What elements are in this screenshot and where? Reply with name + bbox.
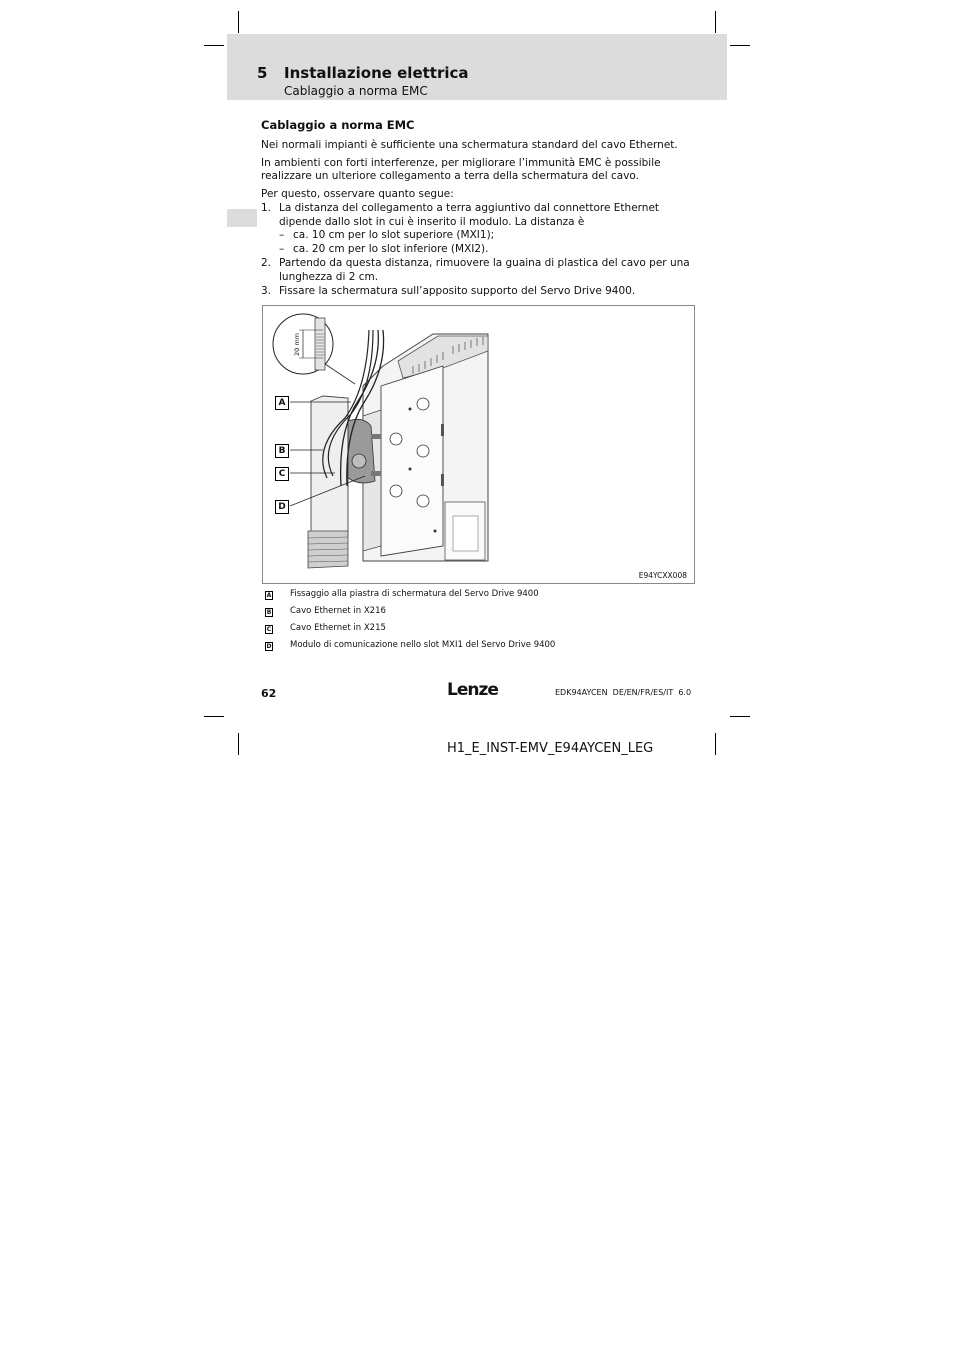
legend-key: B bbox=[266, 609, 272, 616]
step-list bbox=[261, 202, 701, 299]
sub-list bbox=[279, 229, 701, 256]
legend-text: Modulo di comunicazione nello slot MXI1 del Servo Drive 9400 bbox=[290, 640, 556, 650]
chapter-number: 5 bbox=[257, 64, 268, 82]
crop-mark bbox=[204, 716, 224, 717]
crop-mark bbox=[238, 11, 239, 33]
step-item bbox=[261, 257, 701, 284]
callout-b: B bbox=[275, 444, 289, 458]
chapter-subtitle: Cablaggio a norma EMC bbox=[284, 84, 428, 98]
sub-item: – ca. 10 cm per lo slot superiore (MXI1); bbox=[279, 229, 495, 241]
dimension-label: 20 mm bbox=[293, 332, 301, 356]
installation-figure bbox=[262, 305, 695, 584]
crop-mark bbox=[730, 45, 750, 46]
crop-mark bbox=[715, 733, 716, 755]
step-number: 3. bbox=[261, 285, 272, 297]
crop-mark bbox=[730, 716, 750, 717]
side-thumb-tab bbox=[227, 209, 257, 227]
paragraph: Per questo, osservare quanto segue: bbox=[261, 187, 454, 200]
callout-a: A bbox=[275, 396, 289, 410]
figure-id: E94YCXX008 bbox=[638, 571, 687, 580]
section-content bbox=[261, 118, 701, 300]
legend-key: A bbox=[266, 592, 272, 599]
step-number: 1. bbox=[261, 202, 272, 214]
step-item bbox=[261, 202, 701, 256]
paragraph: Nei normali impianti è sufficiente una schermatura standard del cavo Ethernet. bbox=[261, 139, 678, 151]
step-text: Fissare la schermatura sull’apposito supporto del Servo Drive 9400. bbox=[279, 285, 636, 297]
legend-text: Cavo Ethernet in X215 bbox=[290, 623, 386, 633]
crop-mark bbox=[204, 45, 224, 46]
step-number: 2. bbox=[261, 257, 272, 269]
legend-text: Cavo Ethernet in X216 bbox=[290, 606, 386, 616]
step-text: Partendo da questa distanza, rimuovere la guaina di plastica del cavo per una lunghezza di 2 cm. bbox=[279, 257, 690, 283]
drive-illustration bbox=[263, 306, 694, 583]
page-number: 62 bbox=[261, 687, 277, 700]
sub-item: – ca. 20 cm per lo slot inferiore (MXI2). bbox=[279, 242, 489, 255]
crop-mark bbox=[715, 11, 716, 33]
chapter-title: Installazione elettrica bbox=[284, 64, 469, 82]
callout-c: C bbox=[275, 467, 289, 481]
document-code: EDK94AYCEN DE/EN/FR/ES/IT 6.0 bbox=[555, 688, 692, 697]
paragraph: In ambienti con forti interferenze, per migliorare l’immunità EMC è possibile realizzare un ulteriore collegamento a terra della schermatura del cavo. bbox=[261, 156, 661, 182]
legend-text: Fissaggio alla piastra di schermatura del Servo Drive 9400 bbox=[290, 589, 539, 599]
crop-mark bbox=[238, 733, 239, 755]
section-heading: Cablaggio a norma EMC bbox=[261, 118, 415, 132]
lenze-logo: Lenze bbox=[447, 680, 498, 700]
step-item bbox=[261, 285, 701, 299]
file-label: H1_E_INST-EMV_E94AYCEN_LEG bbox=[447, 741, 654, 756]
step-text: La distanza del collegamento a terra aggiuntivo dal connettore Ethernet dipende dallo slot in cui è inserito il modulo. La distanza è bbox=[279, 202, 660, 228]
legend-key: C bbox=[266, 626, 272, 633]
legend-key: D bbox=[266, 643, 272, 650]
callout-d: D bbox=[275, 500, 289, 514]
